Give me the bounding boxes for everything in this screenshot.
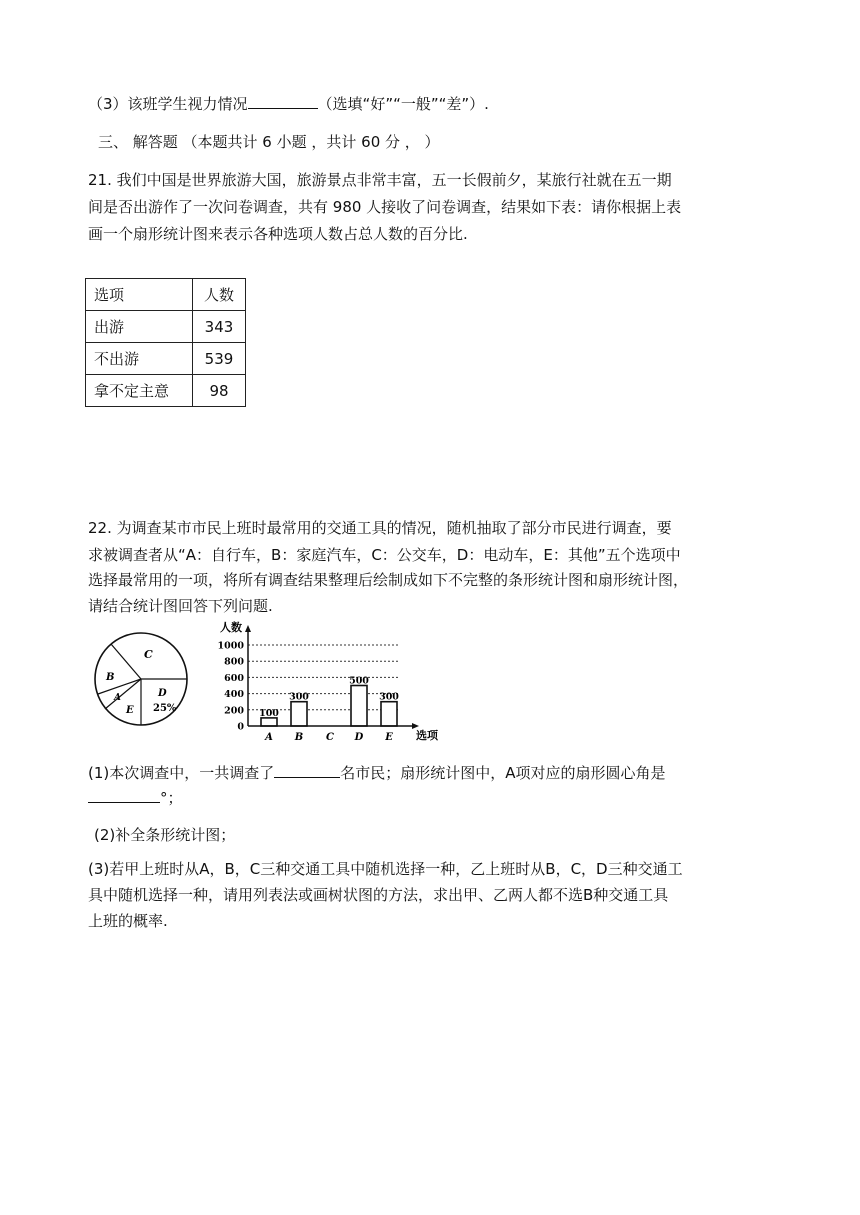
q22-sub2: (2)补全条形统计图；: [94, 826, 236, 844]
x-axis-label: 选项: [416, 729, 438, 742]
table-header: 人数: [193, 279, 246, 311]
bar-d: [351, 686, 367, 727]
bar-chart: [212, 618, 442, 744]
bar-value-label: 100: [259, 707, 279, 719]
q21-line-3: 画一个扇形统计图来表示各种选项人数占总人数的百分比.: [88, 225, 468, 243]
q20-3-text: （3）该班学生视力情况: [88, 95, 248, 113]
pie-label-d: D: [158, 688, 167, 699]
y-tick-label: 600: [224, 672, 244, 684]
answer-blank[interactable]: [88, 788, 160, 803]
y-tick-label: 200: [224, 705, 244, 717]
table-header: 选项: [86, 279, 193, 311]
bar-value-label: 300: [289, 691, 309, 703]
table-header-row: [86, 279, 246, 311]
x-tick-label: D: [354, 732, 364, 743]
q22-line-2: 求被调查者从“A：自行车，B：家庭汽车，C：公交车，D：电动车，E：其他”五个选项中: [88, 546, 681, 564]
pie-label-e: E: [126, 705, 134, 716]
answer-blank[interactable]: [274, 763, 340, 778]
table-cell: 拿不定主意: [86, 375, 193, 407]
y-tick-label: 400: [224, 689, 244, 701]
pie-label-c: C: [144, 648, 153, 661]
y-axis-arrow: [245, 625, 251, 632]
q21-line-2: 间是否出游作了一次问卷调查，共有 980 人接收了问卷调查，结果如下表：请你根据上表: [88, 198, 682, 216]
x-tick-label: A: [265, 732, 273, 743]
survey-table: [85, 278, 246, 407]
pie-percent-d: 25%: [153, 703, 177, 714]
q22-sub1-text-b: 名市民；扇形统计图中，A项对应的扇形圆心角是: [340, 764, 666, 782]
answer-blank[interactable]: [248, 94, 318, 109]
q22-sub3-line-1: (3)若甲上班时从A，B，C三种交通工具中随机选择一种，乙上班时从B，C，D三种交通工: [88, 860, 683, 878]
table-cell: 343: [193, 311, 246, 343]
pie-chart: [92, 630, 192, 728]
bar-value-label: 300: [379, 691, 399, 703]
bar-a: [261, 718, 277, 726]
q22-line-1: 22. 为调查某市市民上班时最常用的交通工具的情况，随机抽取了部分市民进行调查，要: [88, 519, 672, 537]
q21-line-1: 21. 我们中国是世界旅游大国，旅游景点非常丰富，五一长假前夕，某旅行社就在五一期: [88, 171, 672, 189]
y-tick-label: 1000: [217, 640, 244, 652]
q22-sub3-line-3: 上班的概率.: [88, 912, 168, 930]
table-cell: 出游: [86, 311, 193, 343]
y-tick-label: 800: [224, 656, 244, 668]
bar-b: [291, 702, 307, 726]
q22-line-4: 请结合统计图回答下列问题.: [88, 597, 273, 615]
q22-sub1-line: [88, 762, 666, 784]
table-row: [86, 311, 246, 343]
table-cell: 98: [193, 375, 246, 407]
pie-label-b: B: [106, 672, 115, 683]
table-row: [86, 343, 246, 375]
y-axis-label: 人数: [220, 621, 242, 634]
bar-value-label: 500: [349, 675, 369, 687]
table-cell: 不出游: [86, 343, 193, 375]
x-tick-label: E: [385, 732, 393, 743]
q20-3-suffix: （选填“好”“一般”“差”）.: [317, 95, 489, 113]
table-cell: 539: [193, 343, 246, 375]
q22-line-3: 选择最常用的一项，将所有调查结果整理后绘制成如下不完整的条形统计图和扇形统计图，: [88, 571, 689, 589]
q20-3-line: [88, 93, 489, 115]
pie-label-a: A: [114, 693, 121, 703]
section-3-heading: 三、 解答题 （本题共计 6 小题 ，共计 60 分 ， ）: [98, 133, 440, 151]
q22-sub3-line-2: 具中随机选择一种，请用列表法或画树状图的方法，求出甲、乙两人都不选B种交通工具: [88, 886, 669, 904]
q22-sub1-line-2: [88, 787, 183, 809]
table-row: [86, 375, 246, 407]
x-tick-label: C: [326, 732, 334, 743]
y-tick-label: 0: [237, 721, 244, 733]
q22-sub1-text: (1)本次调查中，一共调查了: [88, 764, 275, 782]
q22-sub1-suffix: °；: [160, 789, 183, 807]
bar-e: [381, 702, 397, 726]
x-tick-label: B: [294, 732, 304, 743]
